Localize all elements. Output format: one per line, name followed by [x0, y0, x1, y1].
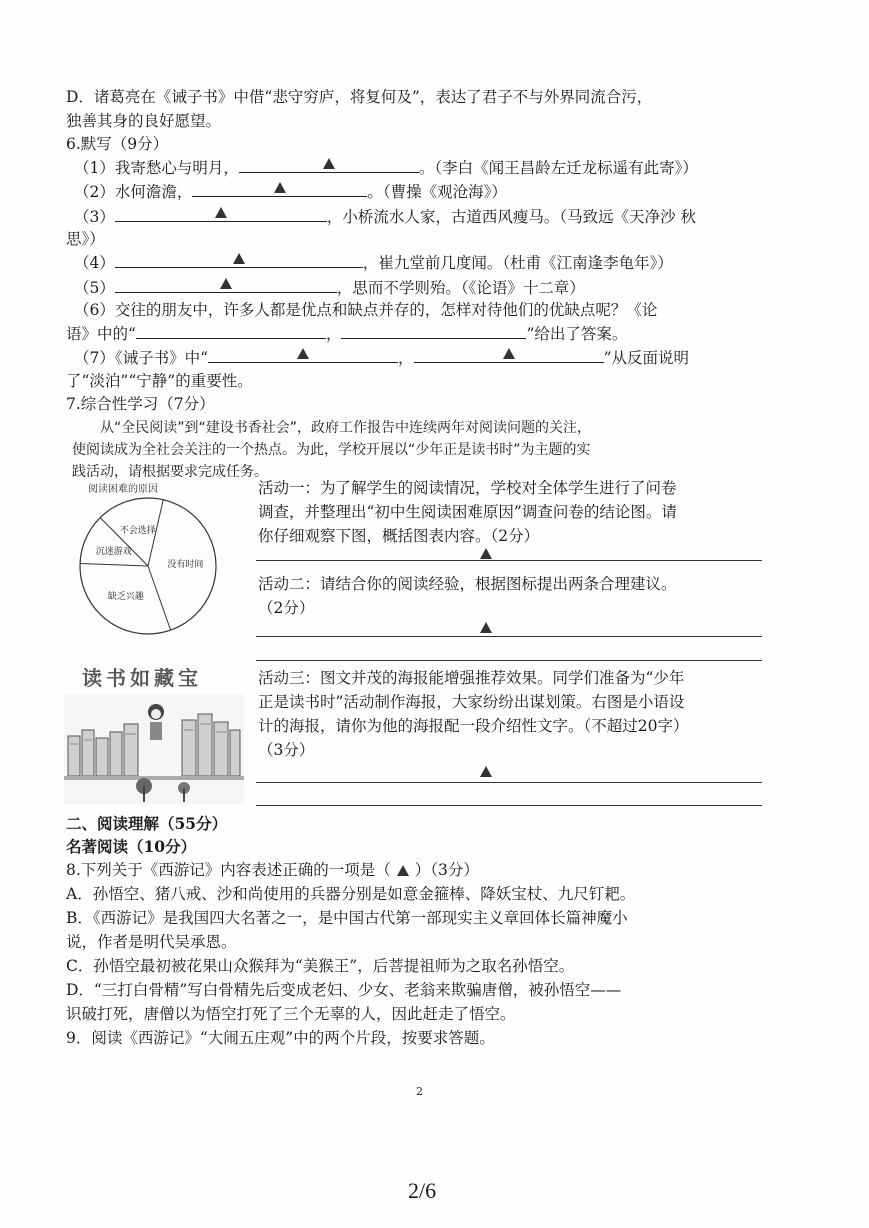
- q6-item-6-line1: （6）交往的朋友中，许多人都是优点和缺点并存的，怎样对待他们的优缺点呢？《论: [74, 301, 658, 319]
- q7-intro-line3: 践活动，请根据要求完成任务。: [72, 464, 268, 480]
- q6-item-3-line2: 思》）: [66, 230, 105, 248]
- triangle-icon: [480, 622, 492, 633]
- poster-title: 读书如藏宝: [82, 666, 202, 690]
- q9-stem: 9．阅读《西游记》“大闹五庄观”中的两个片段，按要求答题。: [66, 1029, 495, 1047]
- answer-blank[interactable]: [414, 346, 604, 363]
- q7-activity3-line1: 活动三：图文并茂的海报能增强推荐效果。同学们准备为“少年: [258, 669, 685, 687]
- q7-intro-line1: 从“全民阅读”到“建设书香社会”，政府工作报告中连续两年对阅读问题的关注，: [100, 420, 592, 436]
- triangle-icon: [480, 766, 492, 777]
- triangle-icon: [480, 548, 492, 559]
- answer-blank[interactable]: [115, 276, 337, 293]
- answer-blank[interactable]: [192, 180, 367, 197]
- answer-blank[interactable]: [115, 205, 327, 222]
- q8-option-c[interactable]: C．孙悟空最初被花果山众猴拜为“美猴王”，后菩提祖师为之取名孙悟空。: [66, 957, 575, 975]
- q8-option-b-line2: 说，作者是明代吴承恩。: [66, 933, 237, 951]
- q7-activity2-line1: 活动二：请结合你的阅读经验，根据图标提出两条合理建议。: [258, 575, 677, 593]
- pie-slice-label: 没有时间: [167, 559, 204, 570]
- chart-title: 阅读困难的原因: [88, 484, 158, 495]
- q7-activity1-line2: 调查，并整理出“初中生阅读困难原因”调查问卷的结论图。请: [258, 503, 677, 521]
- q6-title: 6.默写（9分）: [66, 135, 169, 153]
- pie-slice-label: 缺乏兴趣: [107, 592, 144, 603]
- q7-activity1-line3: 你仔细观察下图，概括图表内容。（2分）: [258, 527, 540, 545]
- triangle-icon: [274, 182, 286, 193]
- triangle-icon: [297, 348, 309, 359]
- q7-intro-line2: 使阅读成为全社会关注的一个热点。为此，学校开展以“少年正是读书时”为主题的实: [72, 442, 591, 458]
- q7-activity2-line2: （2分）: [258, 599, 315, 617]
- q7-activity3-line2: 正是读书时”活动制作海报，大家纷纷出谋划策。右图是小语设: [258, 693, 685, 711]
- q8-option-a[interactable]: A．孙悟空、猪八戒、沙和尚使用的兵器分别是如意金箍棒、降妖宝杖、九尺钉耙。: [66, 885, 636, 903]
- answer-blank[interactable]: [115, 251, 363, 268]
- activity2-answer-line-2[interactable]: [256, 660, 762, 661]
- triangle-icon: [215, 207, 227, 218]
- q6-item-6-line2: 语》中的“ ， ”给出了答案。: [66, 322, 627, 345]
- q8-option-b-line1[interactable]: B．《西游记》是我国四大名著之一，是中国古代第一部现实主义章回体长篇神魔小: [66, 909, 628, 927]
- triangle-icon: [503, 348, 515, 359]
- poster-illustration: [64, 694, 244, 804]
- activity3-answer-line-1[interactable]: [256, 782, 762, 783]
- q6-item-1: （1）我寄愁心与明月， 。（李白《闻王昌龄左迁龙标遥有此寄》）: [74, 156, 698, 179]
- answer-blank[interactable]: [239, 156, 419, 173]
- q6-item-2: （2）水何澹澹， 。（曹操《观沧海》）: [74, 180, 507, 203]
- q6-item-3: （3） ，小桥流水人家，古道西风瘦马。（马致远《天净沙 秋: [74, 205, 696, 228]
- activity3-answer-line-2[interactable]: [256, 805, 762, 806]
- activity1-answer-line[interactable]: [256, 560, 762, 561]
- q7-activity1-line1: 活动一：为了解学生的阅读情况，学校对全体学生进行了问卷: [258, 479, 677, 497]
- activity2-answer-line-1[interactable]: [256, 636, 762, 637]
- answer-blank[interactable]: [208, 346, 398, 363]
- page-number: 2: [416, 1085, 423, 1098]
- q8-option-d-line2: 识破打死，唐僧以为悟空打死了三个无辜的人，因此赶走了悟空。: [66, 1005, 516, 1023]
- pie-slice-label: 沉迷游戏: [95, 546, 132, 557]
- section2-subtitle: 名著阅读（10分）: [66, 837, 197, 856]
- q7-activity3-line3: 计的海报，请你为他的海报配一段介绍性文字。（不超过20字）: [258, 717, 689, 735]
- q8-stem: 8.下列关于《西游记》内容表述正确的一项是（ ）（3分）: [66, 861, 479, 879]
- triangle-icon: [397, 865, 409, 876]
- answer-blank[interactable]: [341, 322, 526, 339]
- q6-item-4: （4） ，崔九堂前几度闻。（杜甫《江南逢李龟年》）: [74, 251, 673, 274]
- triangle-icon: [220, 278, 232, 289]
- q7-title: 7.综合性学习（7分）: [66, 395, 215, 413]
- section2-title: 二、阅读理解（55分）: [66, 814, 228, 833]
- pie-slice-label: 不会选择: [119, 526, 156, 537]
- reading-difficulty-pie-chart: [66, 476, 246, 636]
- q6-item-7-line2: 了“淡泊”“宁静”的重要性。: [66, 372, 253, 390]
- q5-option-d-line2: 独善其身的良好愿望。: [66, 112, 222, 130]
- triangle-icon: [233, 253, 245, 264]
- q8-option-d-line1[interactable]: D．“三打白骨精”写白骨精先后变成老妇、少女、老翁来欺骗唐僧，被孙悟空——: [66, 981, 622, 999]
- answer-blank[interactable]: [136, 322, 326, 339]
- triangle-icon: [323, 158, 335, 169]
- q6-item-7: （7）《诫子书》中“ ， ”从反面说明: [74, 346, 689, 369]
- q7-activity3-line4: （3分）: [258, 741, 315, 759]
- q6-item-5: （5） ，思而不学则殆。（《论语》十二章）: [74, 276, 585, 299]
- q5-option-d-line1: D．诸葛亮在《诫子书》中借“悲守穷庐，将复何及”，表达了君子不与外界同流合污，: [66, 88, 653, 106]
- page-count: 2/6: [408, 1178, 437, 1203]
